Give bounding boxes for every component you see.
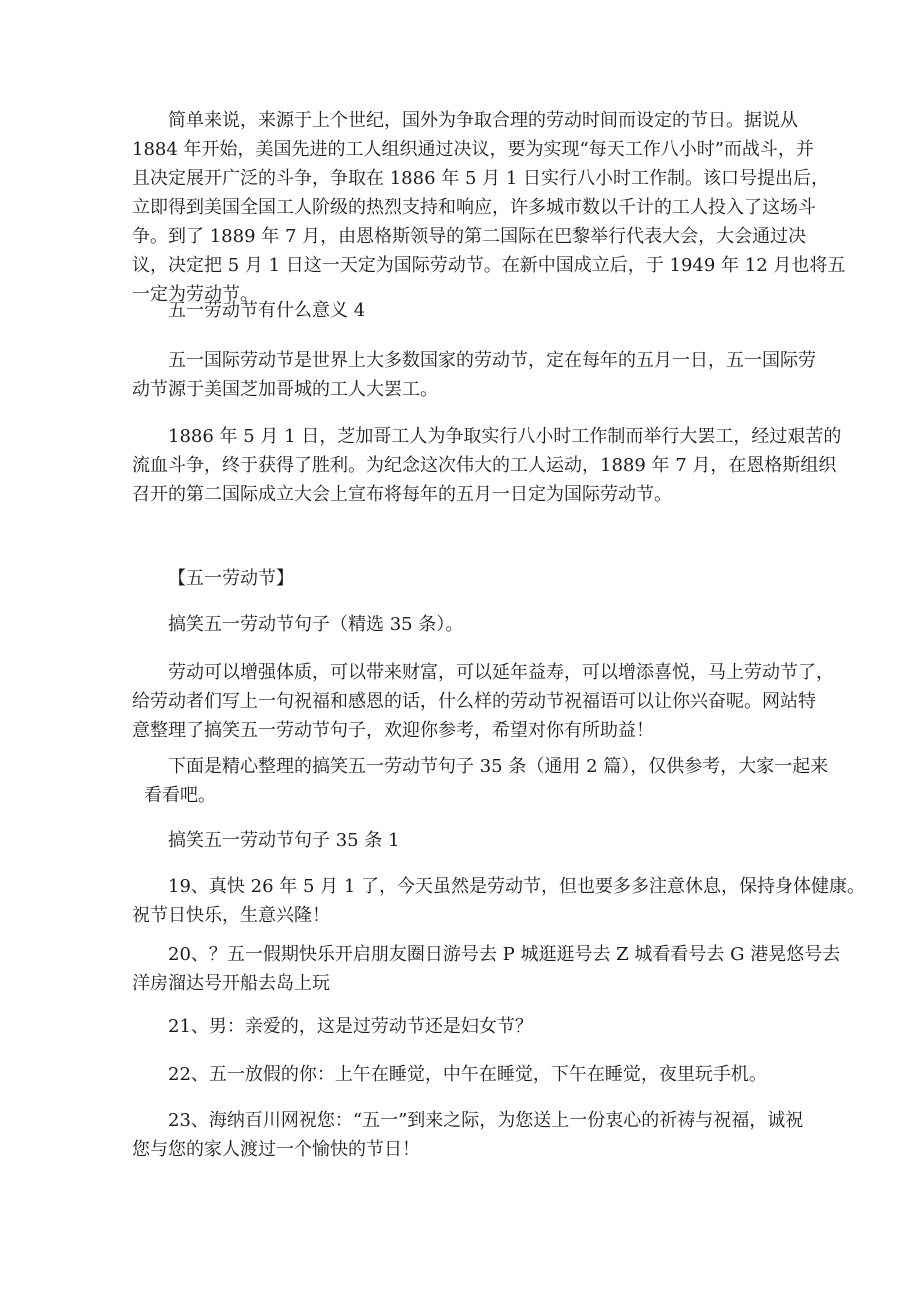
text-line: 一定为劳动节。 [132,284,258,305]
list-item [132,1060,792,1089]
paragraph-strike [132,422,842,509]
text-line: 简单来说，来源于上个世纪，国外为争取合理的劳动时间而设定的节日。据说从 [168,110,798,131]
text-line: 23、海纳百川网祝您：“五一”到来之际，为您送上一份衷心的祈祷与祝福，诚祝 [168,1110,804,1131]
section-heading-list [132,826,792,855]
list-item [132,1012,792,1041]
text-line: 下面是精心整理的搞笑五一劳动节句子 35 条（通用 2 篇），仅供参考，大家一起来 [168,756,829,777]
text-line: 洋房溜达号开船去岛上玩 [132,973,330,994]
text-line: 祝节日快乐，生意兴隆！ [132,905,330,926]
text-line: 流血斗争，终于获得了胜利。为纪念这次伟大的工人运动，1889 年 7 月，在恩格斯组织 [132,455,837,476]
text-line: 召开的第二国际成立大会上宣布将每年的五月一日定为国际劳动节。 [132,484,672,505]
paragraph-below [132,752,829,810]
section-heading-meaning [132,296,792,325]
text-line: 20、？五一假期快乐开启朋友圈日游号去 P 城逛逛号去 Z 城看看号去 G 港晃悠号去 [168,944,841,965]
text-line: 看看吧。 [144,785,216,806]
text-line: 19、真快 26 年 5 月 1 了，今天虽然是劳动节，但也要多多注意休息，保持身体健康。 [168,876,866,897]
heading-text: 搞笑五一劳动节句子 35 条 1 [168,830,400,851]
text-line: 1884 年开始，美国先进的工人组织通过决议，要为实现“每天工作八小时”而战斗，并 [132,139,814,160]
text-line: 动节源于美国芝加哥城的工人大罢工。 [132,379,438,400]
list-item [132,1106,804,1164]
paragraph-history [132,106,846,309]
paragraph-origin [132,346,816,404]
heading-text: 搞笑五一劳动节句子（精选 35 条）。 [168,614,464,635]
text-line: 劳动可以增强体质，可以带来财富，可以延年益寿，可以增添喜悦，马上劳动节了， [168,662,834,683]
text-line: 立即得到美国全国工人阶级的热烈支持和响应，许多城市数以千计的工人投入了这场斗 [132,197,816,218]
text-line: 给劳动者们写上一句祝福和感恩的话，什么样的劳动节祝福语可以让你兴奋呢。网站特 [132,691,816,712]
text-line: 意整理了搞笑五一劳动节句子，欢迎你参考，希望对你有所助益！ [132,720,654,741]
heading-text: 【五一劳动节】 [168,568,294,589]
text-line: 1886 年 5 月 1 日，芝加哥工人为争取实行八小时工作制而举行大罢工，经过艰苦的 [168,426,842,447]
list-item [132,872,866,930]
list-item [132,940,841,998]
section-heading-jokes [132,610,792,639]
text-line: 您与您的家人渡过一个愉快的节日！ [132,1139,420,1160]
heading-text: 五一劳动节有什么意义 4 [168,300,366,321]
section-heading-bracket [132,564,792,593]
text-line: 21、男：亲爱的，这是过劳动节还是妇女节？ [168,1016,533,1037]
text-line: 且决定展开广泛的斗争，争取在 1886 年 5 月 1 日实行八小时工作制。该口号提出后， [132,168,830,189]
text-line: 争。到了 1889 年 7 月，由恩格斯领导的第二国际在巴黎举行代表大会，大会通过决 [132,226,807,247]
text-line: 五一国际劳动节是世界上大多数国家的劳动节，定在每年的五月一日，五一国际劳 [168,350,816,371]
paragraph-intro [132,658,834,745]
text-line: 22、五一放假的你：上午在睡觉，中午在睡觉，下午在睡觉，夜里玩手机。 [168,1064,767,1085]
text-line: 议，决定把 5 月 1 日这一天定为国际劳动节。在新中国成立后，于 1949 年 12 月也将五 [132,255,846,276]
